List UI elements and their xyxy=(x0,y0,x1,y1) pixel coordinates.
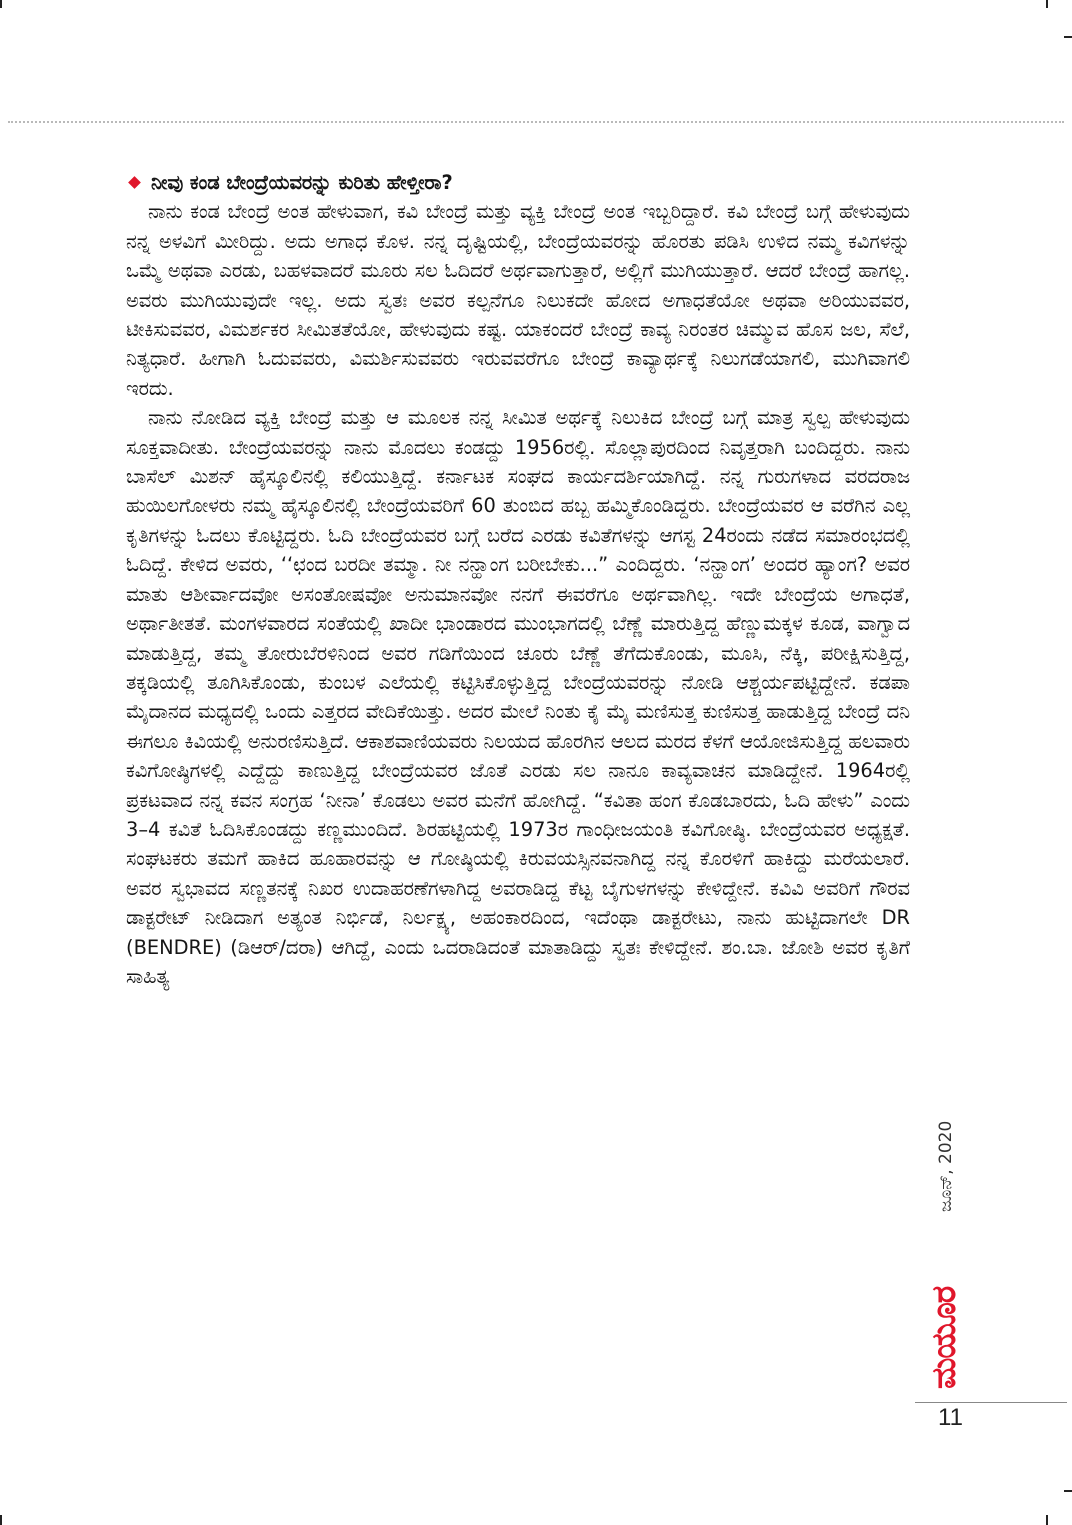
page-number: 11 xyxy=(938,1404,963,1431)
diamond-bullet-icon xyxy=(128,176,141,189)
crop-mark-right-upper xyxy=(1064,36,1072,38)
paragraph-2: ನಾನು ನೋಡಿದ ವ್ಯಕ್ತಿ ಬೇಂದ್ರೆ ಮತ್ತು ಆ ಮೂಲಕ ನನ್ನ ಸೀಮಿತ ಅರ್ಥಕ್ಕೆ ನಿಲುಕಿದ ಬೇಂದ್ರೆ ಬಗ್ಗೆ ಮಾತ್ರ ಸ್ವಲ್ಪ ಹೇಳುವುದು ಸೂಕ್ತವಾದೀತು. ಬೇಂದ್ರೆಯವರನ್ನು ನಾನು ಮೊದಲು ಕಂಡದ್ದು 1956ರಲ್ಲಿ. ಸೊಲ್ಲಾಪುರದಿಂದ ನಿವೃತ್ತರಾಗಿ ಬಂದಿದ್ದರು. ನಾನು ಬಾಸೆಲ್ ಮಿಶನ್ ಹೈಸ್ಕೂಲಿನಲ್ಲಿ ಕಲಿಯುತ್ತಿದ್ದೆ. ಕರ್ನಾಟಕ ಸಂಘದ ಕಾರ್ಯದರ್ಶಿಯಾಗಿದ್ದೆ. ನನ್ನ ಗುರುಗಳಾದ ವರದರಾಜ ಹುಯಿಲಗೋಳರು ನಮ್ಮ ಹೈಸ್ಕೂಲಿನಲ್ಲಿ ಬೇಂದ್ರೆಯವರಿಗೆ 60 ತುಂಬಿದ ಹಬ್ಬ ಹಮ್ಮಿಕೊಂಡಿದ್ದರು. ಬೇಂದ್ರೆಯವರ ಆ ವರೆಗಿನ ಎಲ್ಲ ಕೃತಿಗಳನ್ನು ಓದಲು ಕೊಟ್ಟಿದ್ದರು. ಓದಿ ಬೇಂದ್ರೆಯವರ ಬಗ್ಗೆ ಬರೆದ ಎರಡು ಕವಿತೆಗಳನ್ನು ಆಗಸ್ಟ 24ರಂದು ನಡೆದ ಸಮಾರಂಭದಲ್ಲಿ ಓದಿದ್ದೆ. ಕೇಳಿದ ಅವರು, ‘‘ಛಂದ ಬರದೀ ತಮ್ಮಾ. ನೀ ನನ್ಹಾಂಗ ಬರೀಬೇಕು...” ಎಂದಿದ್ದರು. ‘ನನ್ಹಾಂಗ’ ಅಂದರ ಹ್ಯಾಂಗ? ಅವರ ಮಾತು ಆಶೀರ್ವಾದವೋ ಅಸಂತೋಷವೋ ಅನುಮಾನವೋ ನನಗೆ ಈವರೆಗೂ ಅರ್ಥವಾಗಿಲ್ಲ. ಇದೇ ಬೇಂದ್ರೆಯ ಅಗಾಧತೆ, ಅರ್ಥಾತೀತತೆ. ಮಂಗಳವಾರದ ಸಂತೆಯಲ್ಲಿ ಖಾದೀ ಭಾಂಡಾರದ ಮುಂಭಾಗದಲ್ಲಿ ಬೆಣ್ಣೆ ಮಾರುತ್ತಿದ್ದ ಹೆಣ್ಣುಮಕ್ಕಳ ಕೂಡ, ವಾಗ್ವಾದ ಮಾಡುತ್ತಿದ್ದ, ತಮ್ಮ ತೋರುಬೆರಳಿನಿಂದ ಅವರ ಗಡಿಗೆಯಿಂದ ಚೂರು ಬೆಣ್ಣೆ ತೆಗೆದುಕೊಂಡು, ಮೂಸಿ, ನೆಕ್ಕಿ, ಪರೀಕ್ಷಿಸುತ್ತಿದ್ದ, ತಕ್ಕಡಿಯಲ್ಲಿ ತೂಗಿಸಿಕೊಂಡು, ಕುಂಬಳ ಎಲೆಯಲ್ಲಿ ಕಟ್ಟಿಸಿಕೊಳ್ಳುತ್ತಿದ್ದ ಬೇಂದ್ರೆಯವರನ್ನು ನೋಡಿ ಆಶ್ಚರ್ಯಪಟ್ಟಿದ್ದೇನೆ. ಕಡಪಾ ಮೈದಾನದ ಮಧ್ಯದಲ್ಲಿ ಒಂದು ಎತ್ತರದ ವೇದಿಕೆಯಿತ್ತು. ಅದರ ಮೇಲೆ ನಿಂತು ಕೈ ಮೈ ಮಣಿಸುತ್ತ ಕುಣಿಸುತ್ತ ಹಾಡುತ್ತಿದ್ದ ಬೇಂದ್ರೆ ದನಿ ಈಗಲೂ ಕಿವಿಯಲ್ಲಿ ಅನುರಣಿಸುತ್ತಿದೆ. ಆಕಾಶವಾಣಿಯವರು ನಿಲಯದ ಹೊರಗಿನ ಆಲದ ಮರದ ಕೆಳಗೆ ಆಯೋಜಿಸುತ್ತಿದ್ದ ಹಲವಾರು ಕವಿಗೋಷ್ಠಿಗಳಲ್ಲಿ ಎದ್ದೆದ್ದು ಕಾಣುತ್ತಿದ್ದ ಬೇಂದ್ರೆಯವರ ಜೊತೆ ಎರಡು ಸಲ ನಾನೂ ಕಾವ್ಯವಾಚನ ಮಾಡಿದ್ದೇನೆ. 1964ರಲ್ಲಿ ಪ್ರಕಟವಾದ ನನ್ನ ಕವನ ಸಂಗ್ರಹ ‘ನೀನಾ’ ಕೊಡಲು ಅವರ ಮನೆಗೆ ಹೋಗಿದ್ದೆ. “ಕವಿತಾ ಹಂಗ ಕೊಡಬಾರದು, ಓದಿ ಹೇಳು” ಎಂದು 3–4 ಕವಿತೆ ಓದಿಸಿಕೊಂಡದ್ದು ಕಣ್ಣಮುಂದಿದೆ. ಶಿರಹಟ್ಟಿಯಲ್ಲಿ 1973ರ ಗಾಂಧೀಜಯಂತಿ ಕವಿಗೋಷ್ಠಿ. ಬೇಂದ್ರೆಯವರ ಅಧ್ಯಕ್ಷತೆ. ಸಂಘಟಕರು ತಮಗೆ ಹಾಕಿದ ಹೂಹಾರವನ್ನು ಆ ಗೋಷ್ಠಿಯಲ್ಲಿ ಕಿರುವಯಸ್ಸಿನವನಾಗಿದ್ದ ನನ್ನ ಕೊರಳಿಗೆ ಹಾಕಿದ್ದು ಮರೆಯಲಾರೆ. ಅವರ ಸ್ವಭಾವದ ಸಣ್ಣತನಕ್ಕೆ ನಿಖರ ಉದಾಹರಣೆಗಳಾಗಿದ್ದ ಅವರಾಡಿದ್ದ ಕೆಟ್ಟ ಬೈಗುಳಗಳನ್ನು ಕೇಳಿದ್ದೇನೆ. ಕವಿವಿ ಅವರಿಗೆ ಗೌರವ ಡಾಕ್ಟರೇಟ್ ನೀಡಿದಾಗ ಅತ್ಯಂತ ನಿರ್ಭಿಡೆ, ನಿರ್ಲಕ್ಷ್ಯ, ಅಹಂಕಾರದಿಂದ, ಇದೆಂಥಾ ಡಾಕ್ಟರೇಟು, ನಾನು ಹುಟ್ಟಿದಾಗಲೇ DR (BENDRE) (ಡಿಆರ್/ದರಾ) ಆಗಿದ್ದೆ, ಎಂದು ಒದರಾಡಿದಂತೆ ಮಾತಾಡಿದ್ದು ಸ್ವತಃ ಕೇಳಿದ್ದೇನೆ. ಶಂ.ಬಾ. ಜೋಶಿ ಅವರ ಕೃತಿಗೆ ಸಾಹಿತ್ಯ xyxy=(126,406,910,988)
crop-mark-right-lower xyxy=(1064,1490,1072,1492)
paragraph-1: ನಾನು ಕಂಡ ಬೇಂದ್ರೆ ಅಂತ ಹೇಳುವಾಗ, ಕವಿ ಬೇಂದ್ರೆ ಮತ್ತು ವ್ಯಕ್ತಿ ಬೇಂದ್ರೆ ಅಂತ ಇಬ್ಬರಿದ್ದಾರೆ. ಕವಿ ಬೇಂದ್ರೆ ಬಗ್ಗೆ ಹೇಳುವುದು ನನ್ನ ಅಳವಿಗೆ ಮೀರಿದ್ದು. ಅದು ಅಗಾಧ ಕೊಳ. ನನ್ನ ದೃಷ್ಟಿಯಲ್ಲಿ, ಬೇಂದ್ರೆಯವರನ್ನು ಹೊರತು ಪಡಿಸಿ ಉಳಿದ ನಮ್ಮ ಕವಿಗಳನ್ನು ಒಮ್ಮೆ ಅಥವಾ ಎರಡು, ಬಹಳವಾದರೆ ಮೂರು ಸಲ ಓದಿದರೆ ಅರ್ಥವಾಗುತ್ತಾರೆ, ಅಲ್ಲಿಗೆ ಮುಗಿಯುತ್ತಾರೆ. ಆದರೆ ಬೇಂದ್ರೆ ಹಾಗಲ್ಲ. ಅವರು ಮುಗಿಯುವುದೇ ಇಲ್ಲ. ಅದು ಸ್ವತಃ ಅವರ ಕಲ್ಪನೆಗೂ ನಿಲುಕದೇ ಹೋದ ಅಗಾಧತೆಯೋ ಅಥವಾ ಅರಿಯುವವರ, ಟೀಕಿಸುವವರ, ವಿಮರ್ಶಕರ ಸೀಮಿತತೆಯೋ, ಹೇಳುವುದು ಕಷ್ಟ. ಯಾಕಂದರೆ ಬೇಂದ್ರೆ ಕಾವ್ಯ ನಿರಂತರ ಚಿಮ್ಮುವ ಹೊಸ ಜಲ, ಸೆಲೆ, ನಿತ್ಯಧಾರೆ. ಹೀಗಾಗಿ ಓದುವವರು, ವಿಮರ್ಶಿಸುವವರು ಇರುವವರೆಗೂ ಬೇಂದ್ರೆ ಕಾವ್ಯಾರ್ಥಕ್ಕೆ ನಿಲುಗಡೆಯಾಗಲಿ, ಮುಗಿವಾಗಲಿ ಇರದು. xyxy=(126,200,910,400)
article-body xyxy=(126,168,910,991)
header-dotted-rule xyxy=(8,121,1064,123)
interview-question xyxy=(126,168,910,197)
crop-mark-bottom-right xyxy=(1046,1515,1048,1525)
crop-mark-top-left xyxy=(0,0,2,8)
magazine-logo: ಮಯೂರ xyxy=(924,1286,963,1389)
question-text: ನೀವು ಕಂಡ ಬೇಂದ್ರೆಯವರನ್ನು ಕುರಿತು ಹೇಳ್ತೀರಾ? xyxy=(151,171,453,194)
crop-mark-bottom-left xyxy=(0,1515,2,1525)
crop-mark-top-right xyxy=(1046,0,1048,8)
page-number-rule xyxy=(915,1402,1067,1403)
issue-date: ಜೂನ್, 2020 xyxy=(936,1120,956,1212)
